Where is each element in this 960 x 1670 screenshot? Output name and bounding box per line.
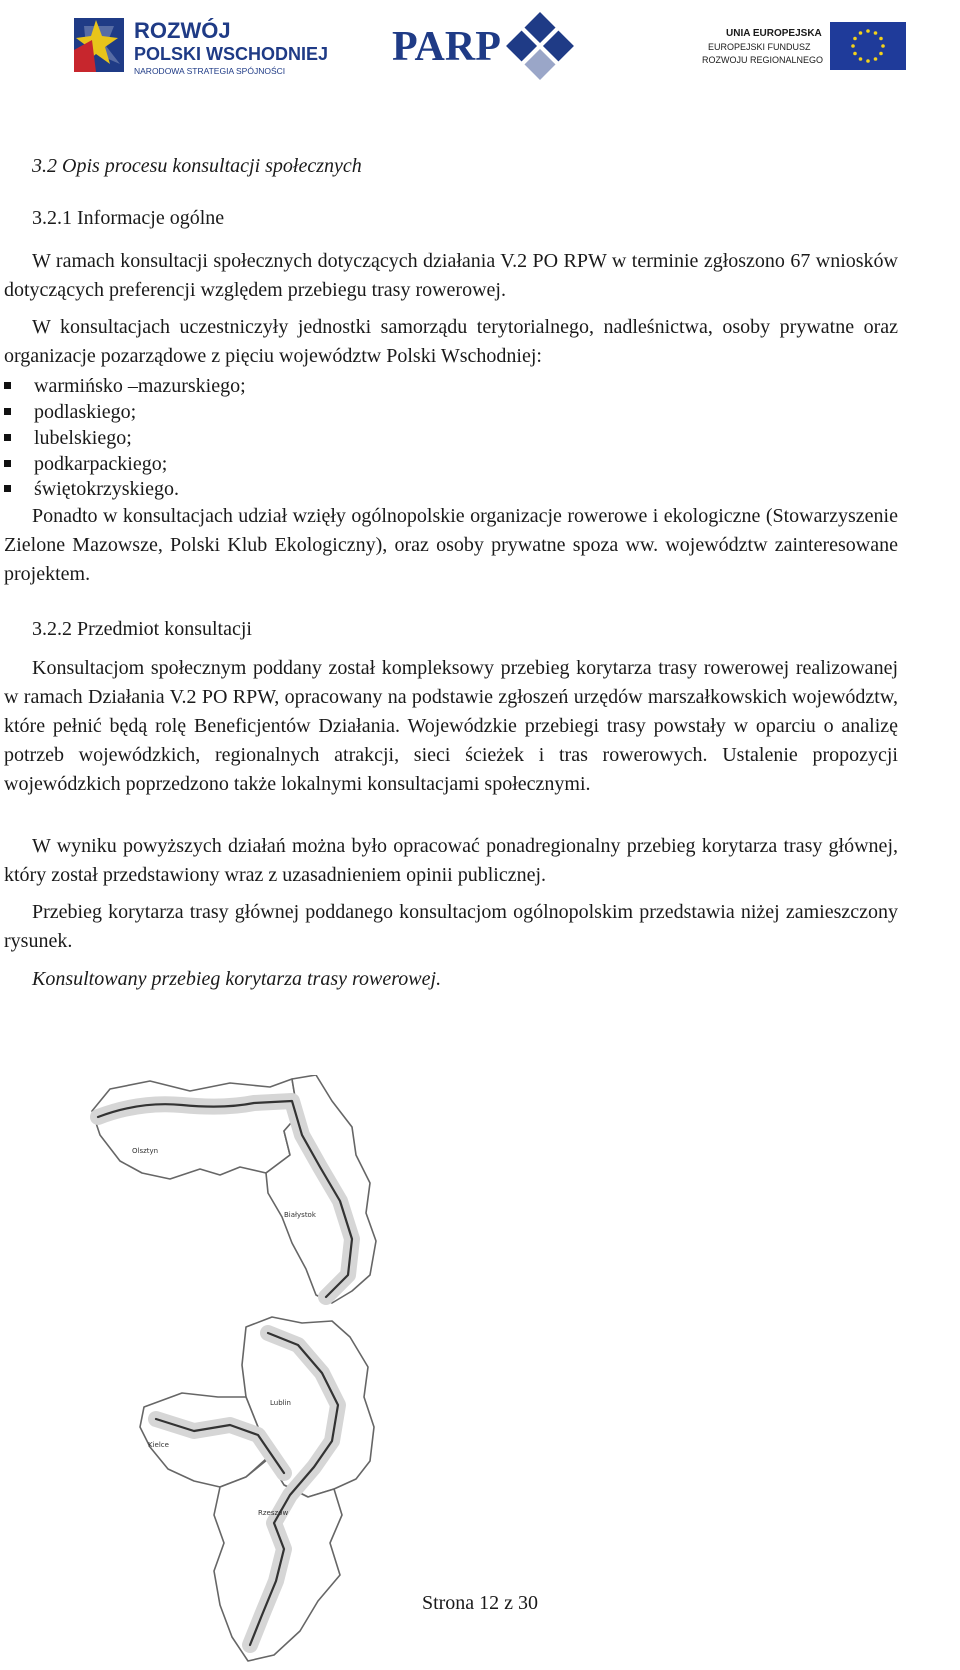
eu-star-icon [853, 52, 857, 56]
paragraph-corridor: Konsultacjom społecznym poddany został kompleksowy przebieg korytarza trasy rowerowej realizowanej w ramach Działania V.2 PO RPW, opracowany na podstawie zgłoszeń urzędów marszałkowskich województw, które pełnić będą rolę Beneficjentów Działania. Wojewódzkie przebiegi trasy powstały w oparciu o analizę potrzeb wojewódzkich, regionalnych atrakcji, sieci ścieżek i tras rowerowych. Ustalenie propozycji wojewódzkich poprzedzono także lokalnymi konsultacjami społecznymi. [4, 657, 898, 795]
paragraph-result: W wyniku powyższych działań można było opracować ponadregionalny przebieg korytarza trasy głównej, który został przedstawiony wraz z uzasadnieniem opinii publicznej. [4, 835, 898, 886]
parp-logo-text: PARP [392, 24, 501, 70]
subsection-title-subject: 3.2.2 Przedmiot konsultacji [32, 618, 252, 640]
eu-star-icon [853, 37, 857, 41]
eu-star-icon [866, 29, 870, 33]
eu-star-icon [859, 31, 863, 35]
region-warminsko-mazurskie [92, 1079, 298, 1179]
city-label-bialystok: Białystok [284, 1211, 316, 1219]
section-title: 3.2 Opis procesu konsultacji społecznych [32, 155, 362, 177]
bullet-icon [4, 460, 11, 467]
bullet-icon [4, 485, 11, 492]
subsection-title-general: 3.2.1 Informacje ogólne [32, 207, 225, 229]
page-number-footer: Strona 12 z 30 [421, 1592, 539, 1614]
paragraph-submissions: W ramach konsultacji społecznych dotyczących działania V.2 PO RPW w terminie zgłoszono 67 wniosków dotyczących preferencji względem przebiegu trasy rowerowej. [4, 250, 898, 301]
bullet-icon [4, 408, 11, 415]
eu-star-icon [879, 37, 883, 41]
rpw-logo-line3: NARODOWA STRATEGIA SPÓJNOŚCI [134, 66, 286, 76]
eu-logo-line2: EUROPEJSKI FUNDUSZ [708, 42, 811, 52]
eu-star-icon [851, 44, 855, 48]
figure-caption: Konsultowany przebieg korytarza trasy rowerowej. [32, 968, 442, 990]
eu-star-icon [874, 31, 878, 35]
city-label-olsztyn: Olsztyn [132, 1147, 159, 1155]
eu-logo-line3: ROZWOJU REGIONALNEGO [702, 55, 824, 65]
eu-flag-logo [700, 20, 908, 72]
bullet-icon [4, 382, 11, 389]
city-label-rzeszow: Rzeszów [258, 1509, 289, 1517]
parp-diamond-icon [506, 12, 574, 80]
bullet-icon [4, 434, 11, 441]
paragraph-participants: W konsultacjach uczestniczyły jednostki samorządu terytorialnego, nadleśnictwa, osoby prywatne oraz organizacje pozarządowe z pięciu województw Polski Wschodniej: [4, 316, 898, 367]
rpw-logo-line1: ROZWÓJ [134, 18, 231, 43]
parp-logo [392, 10, 592, 82]
route-corridor-map [70, 1075, 430, 1665]
region-swietokrzyskie [140, 1393, 266, 1487]
eu-star-icon [866, 59, 870, 63]
rpw-logo-line2: POLSKI WSCHODNIEJ [134, 44, 329, 64]
eu-star-icon [874, 57, 878, 61]
eu-star-icon [881, 44, 885, 48]
city-label-kielce: Kielce [148, 1441, 169, 1449]
eu-logo-line1: UNIA EUROPEJSKA [726, 28, 822, 39]
paragraph-figure-intro: Przebieg korytarza trasy głównej poddanego konsultacjom ogólnopolskim przedstawia niżej zamieszczony rysunek. [4, 901, 898, 952]
rozwoj-polski-wschodniej-logo [74, 10, 344, 82]
eu-star-icon [859, 57, 863, 61]
eu-star-icon [879, 52, 883, 56]
city-label-lublin: Lublin [270, 1399, 291, 1407]
paragraph-other-organizations: Ponadto w konsultacjach udział wzięły ogólnopolskie organizacje rowerowe i ekologiczne (Stowarzyszenie Zielone Mazowsze, Polski Klub Ekologiczny), oraz osoby prywatne spoza ww. województw zainteresowane projektem. [4, 505, 898, 585]
